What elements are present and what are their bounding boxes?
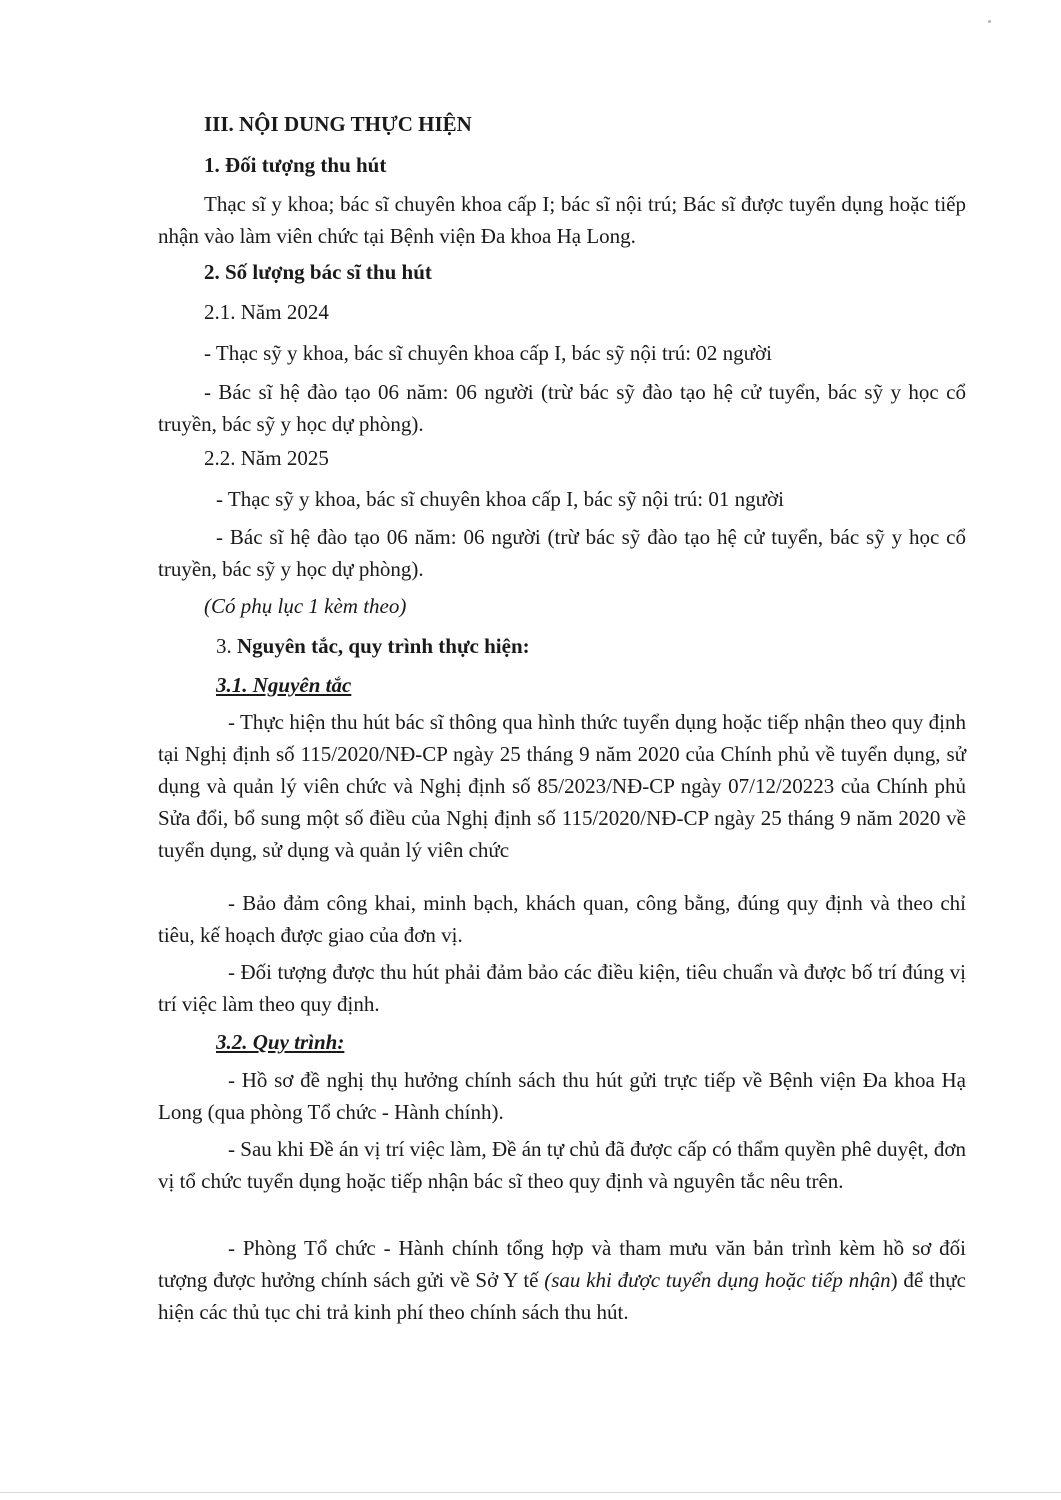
nguyen-tac-item-3: - Đối tượng được thu hút phải đảm bảo các điều kiện, tiêu chuẩn và được bố trí đúng vị trí việc làm theo quy định. bbox=[158, 960, 966, 1016]
heading-number: 3. bbox=[216, 634, 237, 658]
quy-trinh-item-3 bbox=[158, 1232, 966, 1328]
heading-quy-trinh: 3.2. Quy trình: bbox=[216, 1030, 345, 1054]
quy-trinh-item-3-part-a: - Phòng Tổ chức - Hành chính tổng hợp và tham mưu văn bản trình kèm hồ sơ đối tượng được hưởng chính sách gửi về Sở Y tế bbox=[158, 1236, 966, 1292]
year-2024-item-1: - Thạc sỹ y khoa, bác sĩ chuyên khoa cấp I, bác sỹ nội trú: 02 người bbox=[204, 341, 772, 365]
quy-trinh-item-3-italic: (sau khi được tuyển dụng hoặc tiếp nhận bbox=[544, 1268, 891, 1292]
heading-nguyen-tac: 3.1. Nguyên tắc bbox=[216, 673, 352, 697]
quy-trinh-item-1: - Hồ sơ đề nghị thụ hưởng chính sách thu hút gửi trực tiếp về Bệnh viện Đa khoa Hạ Long (qua phòng Tổ chức - Hành chính). bbox=[158, 1068, 966, 1124]
year-2025-item-1: - Thạc sỹ y khoa, bác sĩ chuyên khoa cấp I, bác sỹ nội trú: 01 người bbox=[216, 487, 784, 511]
year-2025-label: 2.2. Năm 2025 bbox=[204, 446, 329, 470]
heading-nguyen-tac-quy-trinh bbox=[216, 630, 1024, 662]
heading-text: Nguyên tắc, quy trình thực hiện: bbox=[237, 634, 530, 658]
scan-speck bbox=[988, 20, 991, 23]
heading-so-luong: 2. Số lượng bác sĩ thu hút bbox=[204, 260, 432, 284]
heading-doi-tuong: 1. Đối tượng thu hút bbox=[204, 153, 387, 177]
year-2025-item-2: - Bác sĩ hệ đào tạo 06 năm: 06 người (trừ bác sỹ đào tạo hệ cử tuyển, bác sỹ y học cổ truyền, bác sỹ y học dự phòng). bbox=[158, 525, 966, 581]
nguyen-tac-item-2: - Bảo đảm công khai, minh bạch, khách quan, công bằng, đúng quy định và theo chỉ tiêu, kế hoạch được giao của đơn vị. bbox=[158, 891, 966, 947]
nguyen-tac-item-1: - Thực hiện thu hút bác sĩ thông qua hình thức tuyển dụng hoặc tiếp nhận theo quy định tại Nghị định số 115/2020/NĐ-CP ngày 25 tháng 9 năm 2020 của Chính phủ về tuyển dụng, sử dụng và quản lý viên chức và Nghị định số 85/2023/NĐ-CP ngày 07/12/20223 của Chính phủ Sửa đổi, bổ sung một số điều của Nghị định số 115/2020/NĐ-CP ngày 25 tháng 9 năm 2020 về tuyển dụng, sử dụng và quản lý viên chức bbox=[158, 710, 966, 862]
year-2024-label: 2.1. Năm 2024 bbox=[204, 300, 329, 324]
quy-trinh-item-2: - Sau khi Đề án vị trí việc làm, Đề án tự chủ đã được cấp có thẩm quyền phê duyệt, đơn vị tổ chức tuyển dụng hoặc tiếp nhận bác sĩ theo quy định và nguyên tắc nêu trên. bbox=[158, 1137, 966, 1193]
paragraph-doi-tuong: Thạc sĩ y khoa; bác sĩ chuyên khoa cấp I; bác sĩ nội trú; Bác sĩ được tuyển dụng hoặc tiếp nhận vào làm viên chức tại Bệnh viện Đa khoa Hạ Long. bbox=[158, 192, 966, 248]
quy-trinh-item-3-part-c: ) để thực hiện các thủ tục chi trả kinh phí theo chính sách thu hút. bbox=[158, 1268, 966, 1324]
section-title: III. NỘI DUNG THỰC HIỆN bbox=[204, 112, 472, 136]
appendix-note: (Có phụ lục 1 kèm theo) bbox=[204, 594, 407, 618]
scan-edge-line bbox=[0, 1492, 1061, 1493]
year-2024-item-2: - Bác sĩ hệ đào tạo 06 năm: 06 người (trừ bác sỹ đào tạo hệ cử tuyển, bác sỹ y học cổ truyền, bác sỹ y học dự phòng). bbox=[158, 380, 966, 436]
